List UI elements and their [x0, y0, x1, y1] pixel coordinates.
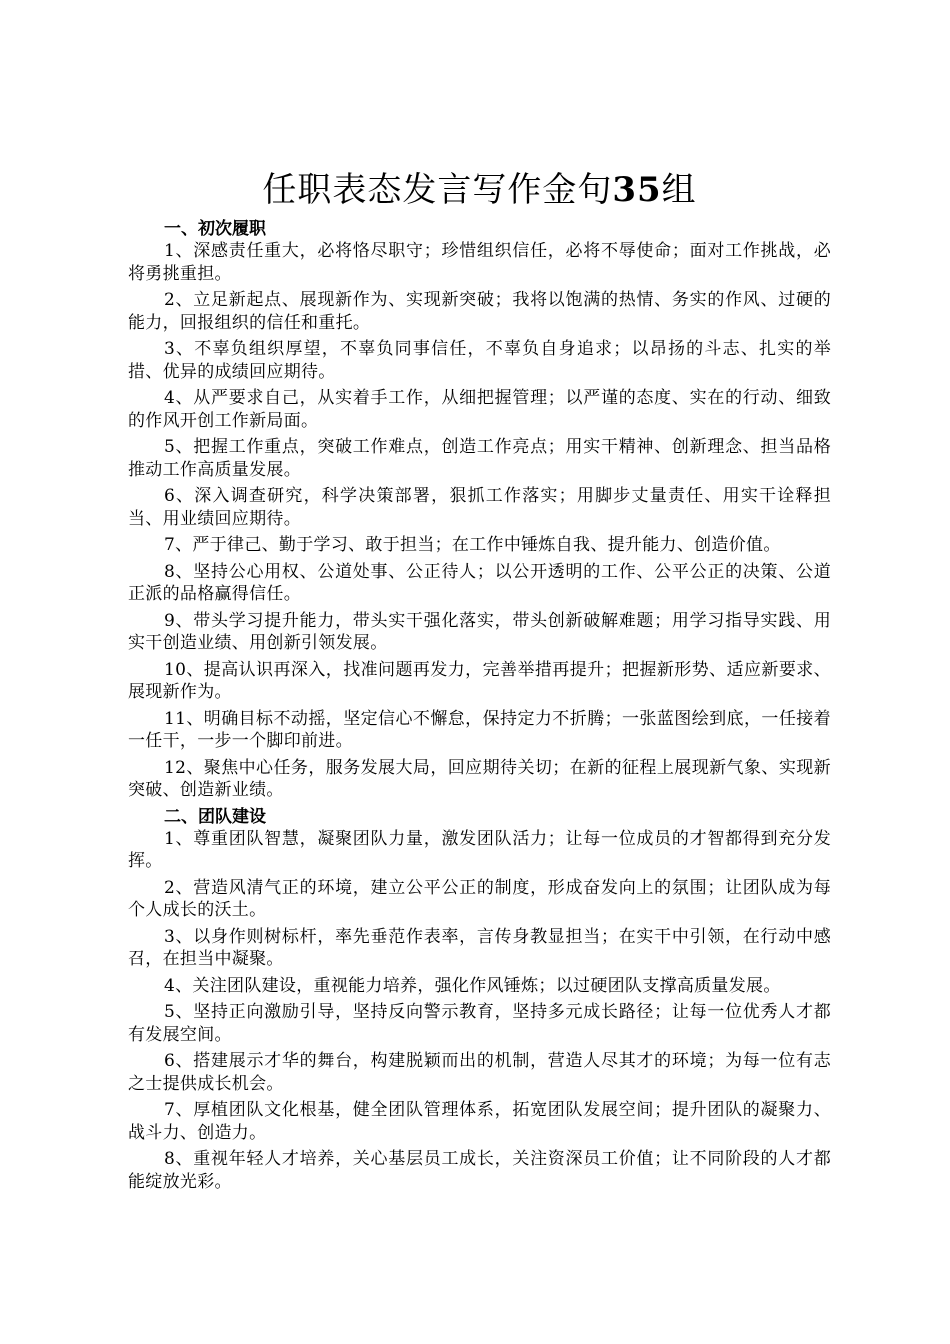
section-heading: 一、初次履职 [164, 219, 266, 239]
section-heading: 二、团队建设 [164, 806, 266, 827]
section-initial-duty [128, 218, 831, 802]
document-body [128, 168, 831, 1197]
list-item: 2、立足新起点、展现新作为、实现新突破；我将以饱满的热情、务实的作风、过硬的能力，回报组织的信任和重托。 [128, 290, 831, 333]
title-suffix: 组 [661, 170, 697, 210]
list-item: 5、坚持正向激励引导，坚持反向警示教育，坚持多元成长路径；让每一位优秀人才都有发展空间。 [128, 1002, 831, 1045]
list-item: 5、把握工作重点，突破工作难点，创造工作亮点；用实干精神、创新理念、担当品格推动工作高质量发展。 [128, 437, 831, 480]
list-item: 12、聚焦中心任务，服务发展大局，回应期待关切；在新的征程上展现新气象、实现新突破、创造新业绩。 [128, 757, 831, 800]
list-item: 3、以身作则树标杆，率先垂范作表率，言传身教显担当；在实干中引领，在行动中感召，在担当中凝聚。 [128, 926, 831, 969]
list-item: 8、坚持公心用权、公道处事、公正待人；以公开透明的工作、公平公正的决策、公道正派的品格赢得信任。 [128, 561, 831, 604]
list-item: 1、深感责任重大，必将恪尽职守；珍惜组织信任，必将不辱使命；面对工作挑战，必将勇挑重担。 [128, 241, 831, 284]
list-item: 4、关注团队建设，重视能力培养，强化作风锤炼；以过硬团队支撑高质量发展。 [164, 975, 781, 996]
list-item: 2、营造风清气正的环境，建立公平公正的制度，形成奋发向上的氛围；让团队成为每个人成长的沃土。 [128, 877, 831, 920]
list-item: 8、重视年轻人才培养，关心基层员工成长，关注资深员工价值；让不同阶段的人才都能绽放光彩。 [128, 1149, 831, 1192]
list-item: 7、严于律己、勤于学习、敢于担当；在工作中锤炼自我、提升能力、创造价值。 [164, 535, 781, 555]
title-number: 35 [612, 170, 662, 210]
section-team-building [128, 806, 831, 1194]
list-item: 7、厚植团队文化根基，健全团队管理体系，拓宽团队发展空间；提升团队的凝聚力、战斗力、创造力。 [128, 1100, 831, 1143]
title-text: 任职表态发言写作金句 [262, 170, 613, 210]
list-item: 9、带头学习提升能力，带头实干强化落实，带头创新破解难题；用学习指导实践、用实干创造业绩、用创新引领发展。 [128, 610, 831, 653]
document-title [128, 168, 831, 212]
list-item: 1、尊重团队智慧，凝聚团队力量，激发团队活力；让每一位成员的才智都得到充分发挥。 [128, 828, 831, 871]
list-item: 4、从严要求自己，从实着手工作，从细把握管理；以严谨的态度、实在的行动、细致的作风开创工作新局面。 [128, 388, 831, 431]
list-item: 11、明确目标不动摇，坚定信心不懈怠，保持定力不折腾；一张蓝图绘到底，一任接着一任干，一步一个脚印前进。 [128, 708, 831, 751]
list-item: 3、不辜负组织厚望，不辜负同事信任，不辜负自身追求；以昂扬的斗志、扎实的举措、优异的成绩回应期待。 [128, 339, 831, 382]
list-item: 6、搭建展示才华的舞台，构建脱颖而出的机制，营造人尽其才的环境；为每一位有志之士提供成长机会。 [128, 1051, 831, 1094]
list-item: 10、提高认识再深入，找准问题再发力，完善举措再提升；把握新形势、适应新要求、展现新作为。 [128, 659, 831, 702]
list-item: 6、深入调查研究，科学决策部署，狠抓工作落实；用脚步丈量责任、用实干诠释担当、用业绩回应期待。 [128, 486, 831, 529]
